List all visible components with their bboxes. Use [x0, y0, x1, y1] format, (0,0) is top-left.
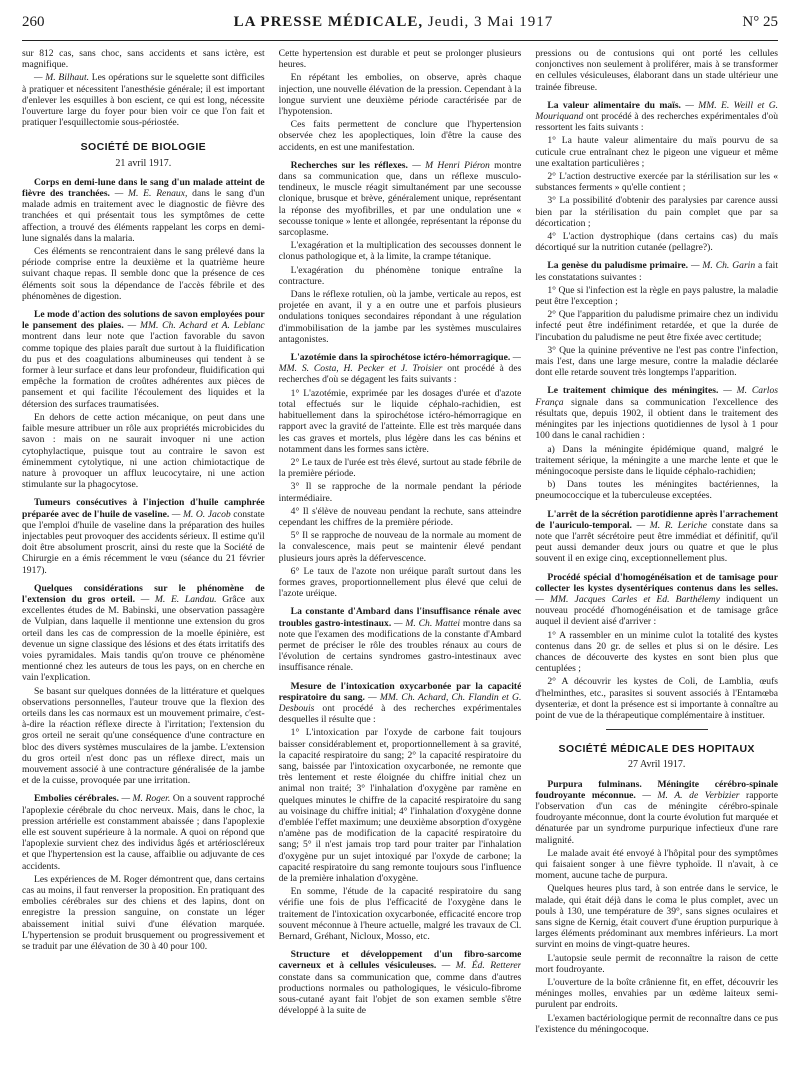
author: — M. A. de Verbizier — [635, 789, 740, 801]
paragraph: pressions ou de contusions qui ont porté les cellules conjonctives non seulement à proliférer, mais à se transformer en cellules vésiculeuses, élaborant dans un stade ultérieur une trainée fibreuse. — [535, 48, 779, 93]
issue-date: Jeudi, 3 Mai 1917 — [427, 14, 554, 30]
paragraph: L'examen bactériologique permit de reconnaître dans ce pus l'existence du méningocoque. — [535, 1012, 779, 1035]
article-title: La valeur alimentaire du maïs. — [547, 99, 681, 111]
paragraph: Cette hypertension est durable et peut se prolonger plusieurs heures. — [278, 48, 522, 71]
article-columns — [22, 48, 778, 1076]
page-number: 260 — [22, 14, 45, 30]
article-title: L'azotémie dans la spirochétose ictéro-hémorragique. — [290, 352, 511, 364]
list-item: 1° La haute valeur alimentaire du maïs pourvu de sa cuticule crue entraînant chez le pigeon une vigueur et même une exaltation particulières ; — [535, 135, 779, 169]
article — [22, 497, 265, 575]
issue-number: N° 25 — [742, 14, 778, 30]
section-date: 21 avril 1917. — [115, 157, 172, 169]
finding-list — [535, 135, 778, 253]
list-item: 6° Le taux de l'azote non uréique paraît surtout dans les formes graves, proportionnellement plus élevé que celui de l'azote uréique. — [278, 565, 522, 600]
article — [535, 779, 778, 846]
paragraph: En somme, l'étude de la capacité respiratoire du sang vérifie une fois de plus l'efficacité de l'oxygène dans le traitement de l'intoxication oxycarbonée, efficacité encore trop souvent méconnue à l'heure actuelle, malgré les travaux de Cl. Bernard, Gréhant, Nicloux, Mosso, etc. — [278, 886, 522, 943]
text: rapporte l'observation d'un cas de méningite cérébro-spinale foudroyante méconnue, dont la courte évolution fut marquée et dénaturée par un syndrome purpurique infectieux d'une rare malignité. — [535, 789, 779, 846]
list-item: b) Dans toutes les méningites bactériennes, la pneumococcique et la tuberculeuse exceptées. — [535, 479, 779, 502]
list-item: a) Dans la méningite épidémique quand, malgré le traitement sérique, la méningite a une marche lente et que le méningocoque persiste dans le liquide céphalo-rachidien; — [535, 443, 779, 477]
section-divider — [606, 729, 708, 730]
article-title: Purpura fulminans. Méningite cérébro-spinale foudroyante méconnue. — [535, 778, 779, 801]
list-item: 1° L'azotémie, exprimée par les dosages d'urée et d'azote total effectués sur le liquide céphalo-rachidien, est habituellement dans la spirochétose ictéro-hémorragique en rapport avec la gravité de l'atteinte. Elle est très marquée dans les cas graves et mortels, plus légère dans les cas bénins et notamment dans les formes sans ictère. — [278, 387, 522, 455]
list-item: 2° Le taux de l'urée est très élevé, surtout au stade fébrile de la première période. — [278, 456, 522, 480]
column-2 — [279, 48, 522, 1076]
list-item: 4° Il s'élève de nouveau pendant la rechute, sans atteindre cependant les chiffres de la première période. — [278, 505, 522, 528]
column-1 — [22, 48, 265, 1076]
column-3 — [535, 48, 778, 1076]
text: Grâce aux excellentes études de M. Babinski, une observation passagère de Vulpian, dans laquelle il mentionne une extension du gros orteil dans les cas de compression de la moelle épinière, est devenue un signe classique des lésions et des états irritatifs des voies pyramidales. Mais tandis qu'on trouve ce phénomène mentionné chez les auteurs de tous les pays, on en cherche en vain l'explication. — [22, 593, 265, 684]
finding-list — [535, 630, 778, 722]
author: — M. Éd. Retterer — [436, 960, 522, 972]
text: montre dans sa note que l'examen des modifications de la constante d'Ambard permet de préciser le rôle des troubles rénaux au cours de l'évolution de certains syndromes gastro-intestinaux avec insuffisance rénale. — [278, 617, 522, 674]
text: On a souvent rapproché l'apoplexie cérébrale du choc nerveux. Mais, dans le choc, la pression artérielle est constamment abaissée ; dans l'apoplexie elle est souvent supérieure à la normale. A quoi on répond que l'apoplexie survient chez des individus âgés et artérioscléreux et que l'hypertension est la cause, affaiblie ou adjuvante de ces accidents. — [22, 793, 265, 872]
list-item: 1° A rassembler en un minime culot la totalité des kystes contenus dans 20 gr. de selles et plus si on le désire. Les chances de découverte des kystes en sont bien plus que centuplées ; — [535, 629, 779, 675]
article — [279, 606, 522, 673]
article-title: Embolies cérébrales. — [34, 793, 119, 805]
article — [22, 583, 265, 684]
list-item: 3° Il se rapproche de la normale pendant la période intermédiaire. — [278, 481, 522, 504]
text: constate que l'emploi d'huile de vaseline dans la préparation des huiles injectables peut provoquer des accidents sérieux. Il estime qu'il doit être absolument proscrit, ainsi du reste que la Société de Chirurgie en a émis récemment le vœu (séance du 21 février 1917). — [22, 508, 265, 576]
list-item: 2° L'action destructive exercée par la stérilisation sur les « substances ferments » qu'elle contient ; — [535, 171, 779, 194]
article — [279, 949, 522, 1016]
paragraph: L'ouverture de la boîte crânienne fit, en effet, découvrir les méninges molles, envahies par un œdème laiteux semi-purulent par endroits. — [535, 977, 779, 1011]
article — [535, 260, 778, 282]
article-title: L'arrêt de la sécrétion parotidienne après l'arrachement de l'auriculo-temporal. — [535, 508, 779, 531]
list-item: 2° A découvrir les kystes de Coli, de Lamblia, œufs d'helminthes, etc., parasites si souvent associés à l'Entamœba dysenteriæ, et dont la présence est si importante à connaître au point de vue de la thérapeutique complémentaire à instituer. — [535, 676, 779, 721]
text: ont procédé à des recherches d'où se dégagent les faits suivants : — [278, 363, 522, 386]
text: signale dans sa communication l'excellence des résultats que, depuis 1902, il obtient dans le traitement des méningites par les injections quotidiennes de lysol à 1 pour 100 dans le canal rachidien : — [535, 396, 779, 442]
paragraph: L'exagération du phénomène tonique entraîne la contracture. — [278, 264, 522, 287]
author: — M Henri Piéron — [407, 159, 490, 171]
article-title: Procédé spécial d'homogénéisation et de tamisage pour collecter les kystes dysentériques contenus dans les selles. — [535, 571, 779, 594]
paragraph: Se basant sur quelques données de la littérature et quelques observations personnelles, l'auteur trouve que la flexion des orteils dans les cas normaux est un mouvement primaire, c'est-à-dire la réaction réflexe directe à l'irritation; l'extension du gros orteil ne serait qu'une conséquence d'une contracture en bloc des divers systèmes musculaires de la jambe. L'extension du gros orteil n'est donc pas un réflexe direct, mais un mouvement associé à une contracture généralisée de la jambe et de la cuisse, provoquée par une irritation. — [22, 685, 265, 787]
finding-list — [535, 285, 778, 379]
article-title: Le traitement chimique des méningites. — [547, 385, 719, 397]
article — [22, 177, 265, 244]
article-title: Recherches sur les réflexes. — [290, 159, 408, 171]
header-rule — [22, 40, 778, 41]
article-title: Mesure de l'intoxication oxycarbonée par la capacité respiratoire du sang. — [278, 680, 522, 703]
author: — MM. E. Weill et G. Mouriquand — [535, 99, 779, 123]
paragraph: Le malade avait été envoyé à l'hôpital pour des symptômes qui faisaient songer à une fièvre typhoïde. Il n'avait, à ce moment, aucune tache de purpura. — [535, 847, 779, 882]
section-date: 27 Avril 1917. — [628, 759, 686, 771]
article-title: Tumeurs consécutives à l'injection d'huile camphrée préparée avec de l'huile de vaseline. — [22, 497, 265, 520]
page-header — [22, 14, 778, 36]
article-title: La constante d'Ambard dans l'insuffisance rénale avec troubles gastro-intestinaux. — [278, 606, 522, 629]
article — [535, 509, 778, 565]
author: — M. Roger. — [118, 793, 171, 805]
article — [22, 793, 265, 871]
journal-title: LA PRESSE MÉDICALE, — [233, 14, 424, 30]
article — [279, 681, 522, 726]
article-title: Corps en demi-lune dans le sang d'un malade atteint de fièvre des tranchées. — [22, 176, 265, 200]
list-item: 3° La possibilité d'obtenir des paralysies par carence aussi bien par la stérilisation du pain complet que par sa décortication ; — [535, 195, 779, 229]
masthead — [234, 14, 554, 31]
author: — M. R. Leriche — [631, 519, 708, 531]
list-item: 1° Que si l'infection est la règle en pays palustre, la maladie peut être l'exception ; — [535, 284, 779, 308]
article — [279, 352, 522, 386]
finding-list — [535, 444, 778, 502]
text: dans le sang d'un malade admis en traitement avec le diagnostic de fièvre des tranchées et qui présentait tous les symptômes de cette affection, a trouvé des éléments rappelant les corps en demi-lune signalés dans la malaria. — [22, 188, 265, 244]
paragraph: L'exagération et la multiplication des secousses donnent le clonus pathologique et, à la limite, la crampe tétanique. — [278, 240, 522, 263]
text: Les opérations sur le squelette sont difficiles à pratiquer et nécessitent l'anesthésie générale; il est important d'enlever les esquilles à bon escient, ce qui est long, nécessite l'ouverture large du foyer pour bien voir ce que l'on fait et pratiquer l'esquillectomie sous-périostée. — [22, 72, 265, 129]
paragraph: L'autopsie seule permit de reconnaître la raison de cette mort foudroyante. — [535, 952, 779, 975]
paragraph: Ces éléments se rencontraient dans le sang prélevé dans la période comprise entre la deuxième et la quatrième heure suivant chaque repas. Il semble donc que la présence de ces éléments soit sous la dépendance de l'accès fébrile et des phénomènes de digestion. — [22, 246, 265, 302]
text: constate dans sa note que l'arrêt sécrétoire peut être immédiat et définitif, qu'il peut aussi demander deux jours ou quatre et que le plus souvent il en exige cinq, exceptionnellement plus. — [535, 519, 779, 565]
text: montre dans sa communication que, dans un réflexe musculo-tendineux, le muscle réagit simultanément par une secousse clonique, brusque et brève, généralement unique, représentant la réponse des myofibrilles, et par une ondulation une « secousse tonique » lente et allongée, représentant la réponse du sarcoplasme. — [278, 159, 522, 239]
author: — M. Ch. Mattei — [391, 617, 461, 629]
text: montrent dans leur note que l'action favorable du savon comme topique des plaies paraît due surtout à la fluidification du pus et des coagulations albumineuses qui tendent à se former à leur surface et dans leur profondeur, fluidification qui empêche la formation de croûtes adhérentes aux pièces de pansement et qui facilite l'écoulement des liquides et la détersion des surfaces traumatisées. — [22, 331, 265, 410]
author: — MM. Jacques Carles et Ed. Barthélemy — [535, 593, 720, 605]
paragraph — [22, 72, 265, 128]
author: — M. Bilhaut. — [34, 72, 90, 84]
author: — M. Carlos França — [535, 385, 779, 408]
paragraph: En dehors de cette action mécanique, on peut dans une faible mesure attribuer un rôle aux propriétés microbicides du savon : mais on ne saurait invoquer ni une action cytophylactique, puisque tout au contraire le savon est éminemment cytolytique, ni une action chimiotactique de nature à provoquer un afflux leucocytaire, ni une action stimulante sur la phagocytose. — [22, 411, 265, 491]
article — [535, 385, 778, 441]
text: constate dans sa communication que, comme dans d'autres productions normales ou pathologiques, le vésiculo-fibrome sous-cutané ayant fait l'objet de son examen semble s'être développé à la suite de — [278, 971, 522, 1017]
paragraph: sur 812 cas, sans choc, sans accidents et sans ictère, est magnifique. — [22, 48, 265, 71]
article-title: Le mode d'action des solutions de savon employées pour le pansement des plaies. — [22, 309, 265, 332]
text: ont procédé à des recherches expérimentales desquelles il résulte que : — [278, 702, 522, 726]
author: — M. E. Renaux, — [109, 188, 188, 200]
article-title: La genèse du paludisme primaire. — [547, 260, 689, 272]
author: — M. Ch. Garin — [688, 260, 756, 272]
author: — MM. Ch. Achard, Ch. Flandin et G. Desbouis — [278, 691, 522, 714]
finding-list — [279, 388, 522, 600]
article — [535, 100, 778, 134]
author: — MM. Ch. Achard et A. Leblanc — [123, 320, 265, 332]
section-heading: SOCIÉTÉ DE BIOLOGIE — [80, 141, 207, 154]
list-item: 5° Il se rapproche de nouveau de la normale au moment de la convalescence, mais peut se maintenir élevé pendant plusieurs jours après la défervescence. — [278, 530, 522, 564]
text: ont procédé à des recherches expérimentales d'où ressortent les faits suivants : — [535, 111, 779, 134]
section-heading: SOCIÉTÉ MÉDICALE DES HOPITAUX — [558, 743, 755, 756]
article — [279, 160, 522, 238]
text: a fait les constatations suivantes : — [535, 260, 779, 283]
text: indiquent un nouveau procédé d'homogénéisation et de tamisage grâce auquel il devient aisé d'arriver : — [535, 593, 779, 628]
article-title: Structure et développement d'un fibro-sarcome caverneux et à cellules vésiculeuses. — [278, 949, 522, 972]
article — [535, 572, 778, 628]
author: — MM. S. Costa, H. Pecker et J. Troisier — [278, 352, 522, 375]
author: — M. E. Landau. — [135, 593, 217, 605]
paragraph: 1° L'intoxication par l'oxyde de carbone fait toujours baisser considérablement et, proportionnellement à sa gravité, la capacité respiratoire du sang; 2° la capacité respiratoire du sang, baissée par l'intoxication oxycarbonée, ne remonte que très lentement et reste éloignée du chiffre initial chez un animal non traité; 3° l'inhalation d'oxygène par ramène en quelques minutes le chiffre de la capacité respiratoire du sang au voisinage du chiffre initial; 4° l'inhalation d'oxygène donne d'emblée l'effet maximum; une deuxième absorption d'oxygène n'amène pas de modification de la capacité respiratoire du sang; 5° il n'est jamais trop tard pour traiter par l'inhalation d'oxygène pur un sujet intoxiqué par l'oxyde de carbone; la capacité respiratoire du sang remonte toujours sous l'influence de la première inhalation d'oxygène. — [278, 727, 522, 885]
paragraph: En répétant les embolies, on observe, après chaque injection, une nouvelle élévation de la pression. Cependant à la longue survient une deuxième période caractérisée par de l'hypotension. — [278, 72, 522, 118]
author: — M. O. Jacob — [169, 508, 231, 520]
list-item: 3° Que la quinine préventive ne l'est pas contre l'infection, mais l'est, dans une large mesure, contre la maladie déclarée dont elle retarde souvent très longtemps l'apparition. — [535, 344, 779, 379]
paragraph: Ces faits permettent de conclure que l'hypertension observée chez les apoplectiques, loin d'être la cause des accidents, en est une manifestation. — [278, 119, 522, 153]
paragraph: Les expériences de M. Roger démontrent que, dans certains cas au moins, il faut renverser la proposition. En pratiquant des embolies cérébrales sur des chiens et des lapins, dont on enregistre la pression sanguine, on constate un léger abaissement initial suivi d'une élévation marquée. L'hypertension se produit brusquement ou progressivement et se traduit par une élévation de 30 à 40 pour 100. — [22, 873, 265, 953]
paragraph: Quelques heures plus tard, à son entrée dans le service, le malade, qui était déjà dans le coma le plus complet, avec un pouls à 130, une température de 39°, sans signes oculaires et sans signe de Kernig, était couvert d'une éruption purpurique à larges éléments prédominant aux membres inférieurs. La mort survint en moins de vingt-quatre heures. — [535, 883, 779, 951]
list-item: 2° Que l'apparition du paludisme primaire chez un individu infecté peut être indéfiniment retardée, et que la durée de l'incubation du paludisme ne peut être fixée avec certitude; — [535, 309, 779, 343]
paragraph: Dans le réflexe rotulien, où la jambe, verticale au repos, est projetée en avant, il y a en outre une et parfois plusieurs ondulations toniques secondaires répondant à une régulation d'immobilisation de la jambe par les systèmes musculaires antagonistes. — [278, 289, 522, 345]
article — [22, 309, 265, 410]
article-title: Quelques considérations sur le phénomène de l'extension du gros orteil. — [22, 582, 265, 605]
list-item: 4° L'action dystrophique (dans certains cas) du maïs décortiqué sur la nutrition cutanée (pellagre?). — [535, 231, 779, 254]
